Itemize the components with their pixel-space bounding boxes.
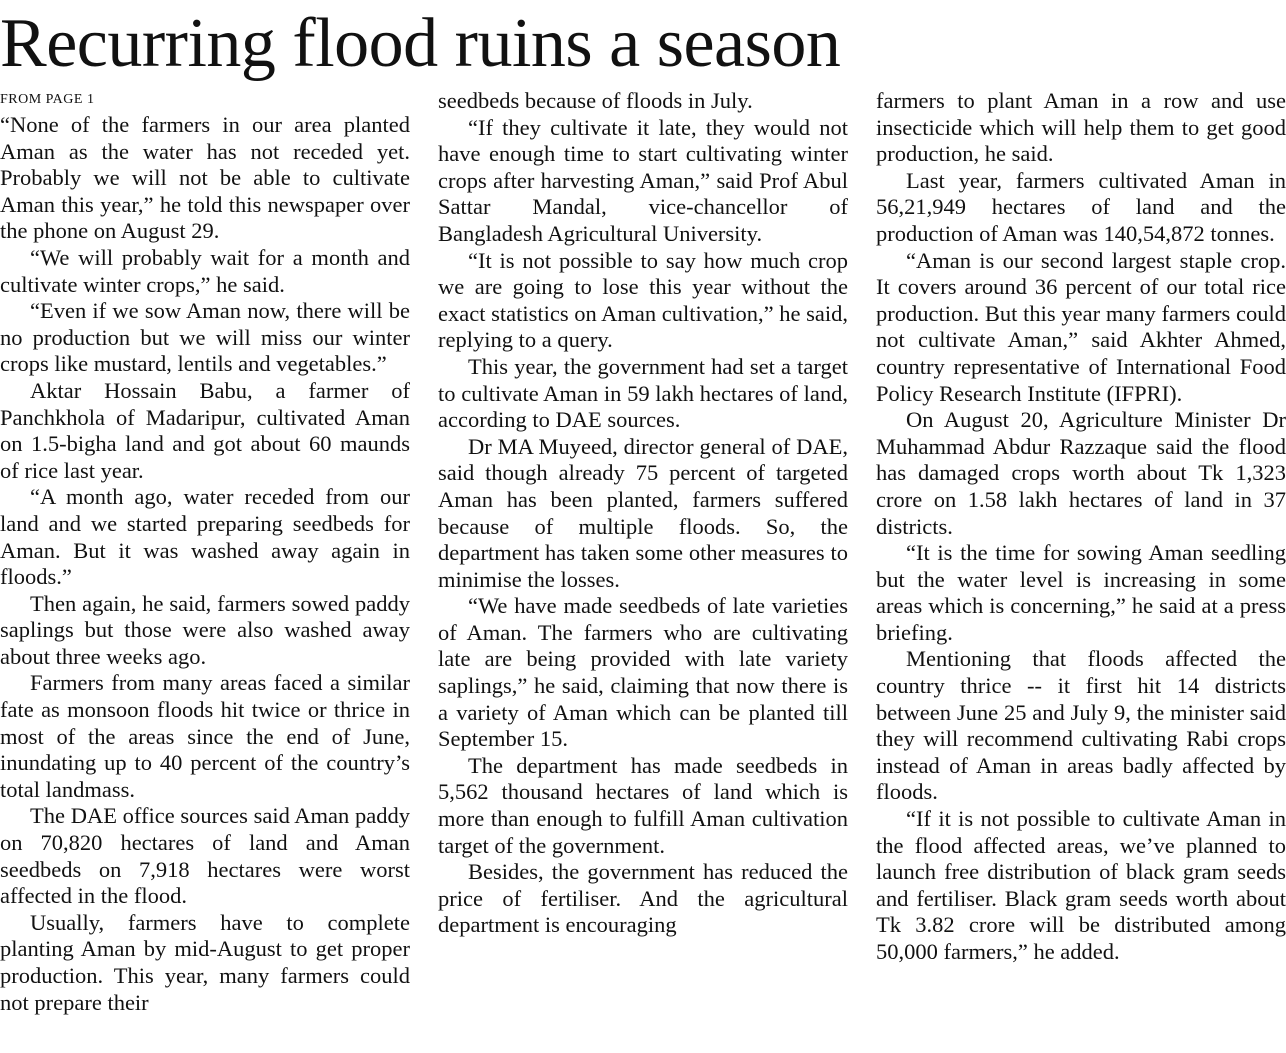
article-column-1 <box>0 88 410 1048</box>
article-column-3 <box>876 88 1286 1048</box>
paragraph: On August 20, Agriculture Minister Dr Muhammad Abdur Razzaque said the flood has damaged crops worth about Tk 1,323 crore on 1.58 lakh hectares of land in 37 districts. <box>876 407 1286 539</box>
paragraph: “Even if we sow Aman now, there will be no production but we will miss our winter crops like mustard, lentils and vegetables.” <box>0 298 410 377</box>
paragraph: “It is the time for sowing Aman seedling but the water level is increasing in some areas which is concerning,” he said at a press briefing. <box>876 540 1286 645</box>
headline: Recurring flood ruins a season <box>0 5 841 82</box>
paragraph: The DAE office sources said Aman paddy on 70,820 hectares of land and Aman seedbeds on 7,918 hectares were worst affected in the flood. <box>0 803 410 909</box>
paragraph: “If it is not possible to cultivate Aman in the flood affected areas, we’ve planned to launch free distribution of black gram seeds and fertiliser. Black gram seeds worth about Tk 3.82 crore will be distributed among 50,000 farmers,” he added. <box>876 806 1286 964</box>
continued-from-label: FROM PAGE 1 <box>0 92 95 107</box>
paragraph: “A month ago, water receded from our land and we started preparing seedbeds for Aman. But it was washed away again in floods.” <box>0 484 410 590</box>
paragraph: “If they cultivate it late, they would not have enough time to start cultivating winter crops after harvesting Aman,” said Prof Abul Sattar Mandal, vice-chancellor of Bangladesh Agricultural University. <box>438 114 848 246</box>
paragraph: The department has made seedbeds in 5,562 thousand hectares of land which is more than enough to fulfill Aman cultivation target of the government. <box>438 752 848 858</box>
paragraph: Besides, the government has reduced the price of fertiliser. And the agricultural department is encouraging <box>438 859 848 938</box>
paragraph: “We have made seedbeds of late varieties of Aman. The farmers who are cultivating late are being provided with late variety saplings,” he said, claiming that now there is a variety of Aman which can be planted till September 15. <box>438 593 848 752</box>
paragraph: “None of the farmers in our area planted Aman as the water has not receded yet. Probably we will not be able to cultivate Aman this year,” he told this newspaper over the phone on August 29. <box>0 112 410 244</box>
paragraph: Then again, he said, farmers sowed paddy saplings but those were also washed away about three weeks ago. <box>0 590 410 669</box>
paragraph: Aktar Hossain Babu, a farmer of Panchkhola of Madaripur, cultivated Aman on 1.5-bigha land and got about 60 maunds of rice last year. <box>0 377 410 483</box>
paragraph: This year, the government had set a target to cultivate Aman in 59 lakh hectares of land, according to DAE sources. <box>438 353 848 433</box>
paragraph: Usually, farmers have to complete planting Aman by mid-August to get proper production. This year, many farmers could not prepare their <box>0 909 410 1015</box>
paragraph: “Aman is our second largest staple crop. It covers around 36 percent of our total rice production. But this year many farmers could not cultivate Aman,” said Akhter Ahmed, country representative of International Food Policy Research Institute (IFPRI). <box>876 247 1286 406</box>
paragraph: Farmers from many areas faced a similar fate as monsoon floods hit twice or thrice in most of the areas since the end of June, inundating up to 40 percent of the country’s total landmass. <box>0 670 410 802</box>
article-column-2 <box>438 88 848 1048</box>
paragraph: farmers to plant Aman in a row and use insecticide which will help them to get good production, he said. <box>876 88 1286 167</box>
paragraph: Last year, farmers cultivated Aman in 56,21,949 hectares of land and the production of Aman was 140,54,872 tonnes. <box>876 167 1286 246</box>
paragraph: Mentioning that floods affected the country thrice -- it first hit 14 districts between June 25 and July 9, the minister said they will recommend cultivating Rabi crops instead of Aman in areas badly affected by floods. <box>876 646 1286 805</box>
paragraph: “It is not possible to say how much crop we are going to lose this year without the exact statistics on Aman cultivation,” he said, replying to a query. <box>438 247 848 353</box>
paragraph: Dr MA Muyeed, director general of DAE, said though already 75 percent of targeted Aman has been planted, farmers suffered because of multiple floods. So, the department has taken some other measures to minimise the losses. <box>438 433 848 592</box>
paragraph: “We will probably wait for a month and cultivate winter crops,” he said. <box>0 244 410 297</box>
paragraph: seedbeds because of floods in July. <box>438 88 753 113</box>
